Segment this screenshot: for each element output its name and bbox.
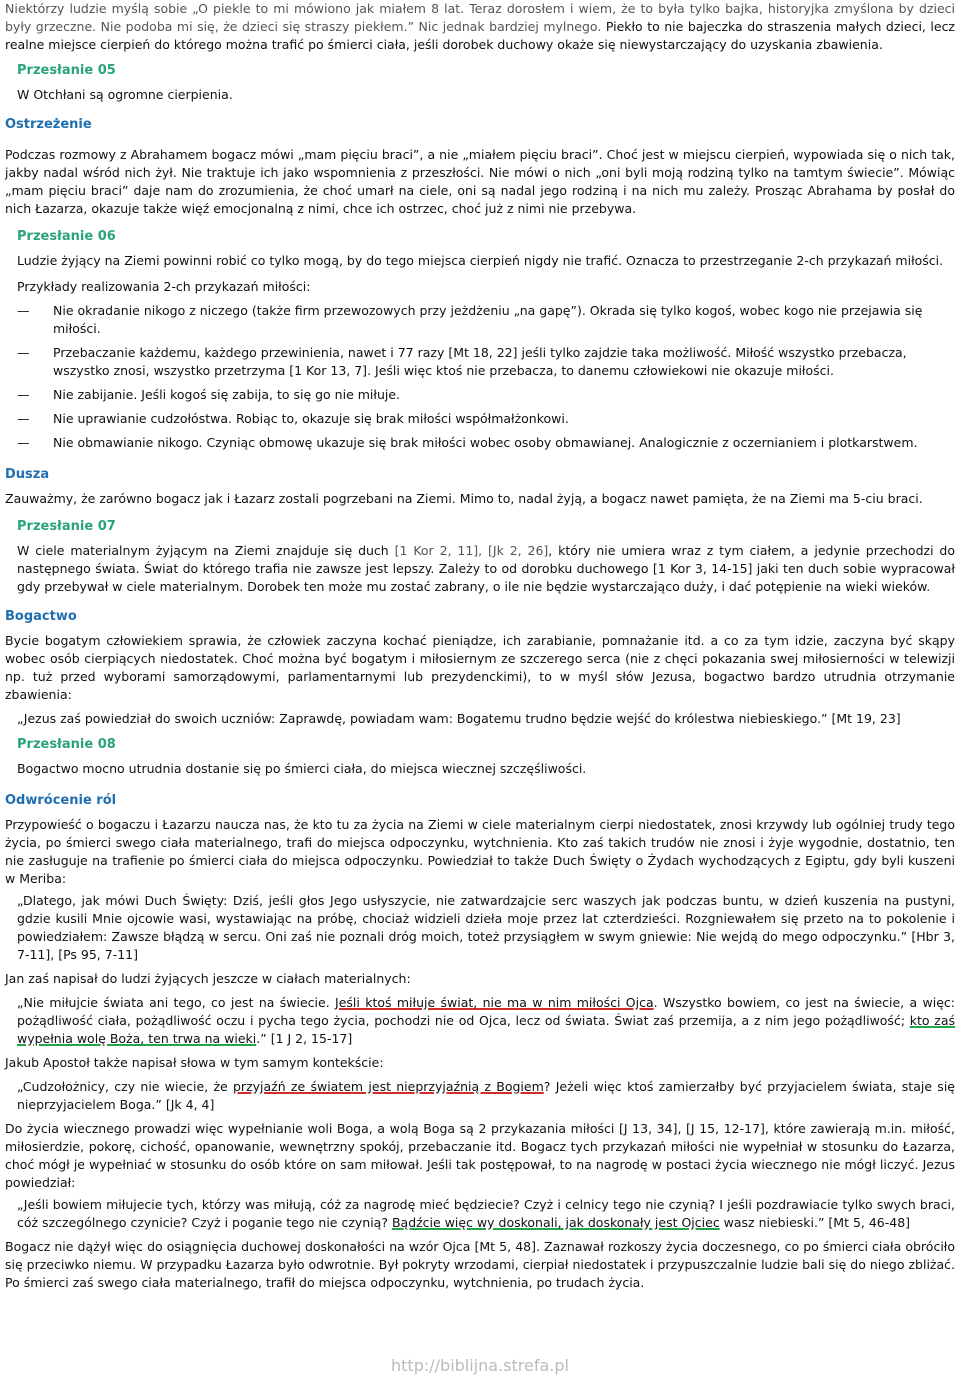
document-body: [5, 0, 955, 1292]
quote-mt-19-23: „Jezus zaś powiedział do swoich uczniów: Zaprawdę, powiadam wam: Bogatemu trudno będzie wejść do królestwa niebieskiego.” [Mt 19, 23]: [17, 711, 901, 726]
underlined-green-phrase: Bądźcie więc wy doskonali, jak doskonały jest Ojciec: [391, 1215, 720, 1230]
list-item: — Nie obmawianie nikogo. Czyniąc obmowę ukazuje się brak miłości wobec osoby obmawianej. Analogicznie z oczernianiem i plotkarstwem.: [17, 435, 918, 450]
paragraph-jan-intro: Jan zaś napisał do ludzi żyjących jeszcze w ciałach materialnych:: [5, 971, 411, 986]
dash-bullet: —: [17, 411, 30, 426]
paragraph-przeslanie-08: Bogactwo mocno utrudnia dostanie się po śmierci ciała, do miejsca wiecznej szczęśliwości.: [17, 761, 587, 776]
dash-bullet: —: [17, 387, 30, 402]
paragraph-closing: Bogacz nie dążył więc do osiągnięcia duchowej doskonałości na wzór Ojca [Mt 5, 48]. Zaznawał rozkoszy życia doczesnego, co po śmierci ciała obróciło się przeciwko niemu. W przypadku Łazarza było odwrotnie. Był pokryty wrzodami, cierpiał niedostatek i przypuszczalnie ludzie bali się do niego zbliżać. Po śmierci zaś swego ciała materialnego, trafił do miejsca odpoczynku, wytchnienia, po trudach życia.: [5, 1239, 955, 1290]
underlined-red-phrase: przyjaźń ze światem jest nieprzyjaźnią z Bogiem: [233, 1079, 544, 1094]
underlined-green-phrase: kto zaś wypełnia wolę Boża, ten trwa na wieki: [17, 1013, 956, 1046]
paragraph-ostrzezenie: Podczas rozmowy z Abrahamem bogacz mówi „mam pięciu braci”, a nie „miałem pięciu braci”. Choć jest w miejscu cierpień, wypowiada się o nich tak, jakby nadal wśród nich żył. Nie traktuje ich jako wspomnienia z przeszłości. Nie mówi o nich „oni byli moją rodziną tylko na tamtym świecie”. Mówiąc „mam pięciu braci” daje nam do zrozumienia, że choć umarł na ciele, oni są nadal jego rodziną i na nich mu zależy. Prosząc Abrahama by posłał do nich Łazarza, okazuje także więź emocjonalną z nimi, chce ich ostrzec, choć już z nimi nie przebywa.: [5, 147, 955, 216]
paragraph-examples-intro: Przykłady realizowania 2-ch przykazań miłości:: [17, 279, 311, 294]
paragraph-dusza: Zauważmy, że zarówno bogacz jak i Łazarz zostali pogrzebani na Ziemi. Mimo to, nadal żyją, a bogacz nawet pamięta, że na Ziemi ma 5-ciu braci.: [5, 491, 923, 506]
paragraph-jakub-intro: Jakub Apostoł także napisał słowa w tym samym kontekście:: [5, 1055, 384, 1070]
underlined-red-phrase: Jeśli ktoś miłuje świat, nie ma w nim miłości Ojca: [335, 995, 654, 1010]
paragraph-bogactwo: Bycie bogatym człowiekiem sprawia, że człowiek zaczyna kochać pieniądze, ich zarabianie, pomnażanie itd. a co za tym idzie, zaczyna być skąpy wobec osób cierpiących niedostatek. Choć można być bogatym i miłosiernym ze szczerego serca (nie z chęci pokazania swej miłosierności w telewizji np. tuż przed wyborami samorządowymi, parlamentarnymi lub prezydenckimi), to w myśl słów Jezusa, bogactwo bardzo utrudnia otrzymanie zbawienia:: [5, 633, 955, 702]
paragraph-przeslanie-07: W ciele materialnym żyjącym na Ziemi znajduje się duch [1 Kor 2, 11], [Jk 2, 26], który nie umiera wraz z tym ciałem, a jedynie przechodzi do następnego świata. Świat do którego trafia nie zawsze jest lepszy. Zależy to od dorobku duchowego [1 Kor 3, 14-15] jaki ten duch sobie wypracował gdy przebywał w ciele materialnym. Dorobek ten może mu zostać zabrany, o ile nie będzie wystarczająco duży, i dać potępienie na wieki wieków.: [17, 543, 956, 594]
heading-przeslanie-05: Przesłanie 05: [17, 63, 116, 78]
list-item: — Nie uprawianie cudzołóstwa. Robiąc to, okazuje się brak miłości współmałżonkowi.: [17, 411, 569, 426]
heading-przeslanie-08: Przesłanie 08: [17, 737, 116, 752]
dash-bullet: —: [17, 303, 30, 318]
footer-url: http://biblijna.strefa.pl: [391, 1356, 569, 1375]
heading-odwrocenie-rol: Odwrócenie ról: [5, 793, 117, 808]
paragraph-przeslanie-06: Ludzie żyjący na Ziemi powinni robić co tylko mogą, by do tego miejsca cierpień nigdy nie trafić. Oznacza to przestrzeganie 2-ch przykazań miłości.: [17, 253, 944, 268]
list-item: — Nie okradanie nikogo z niczego (także firm przewozowych przy jeżdżeniu „na gapę”). Okrada się tylko kogoś, wobec kogo nie przejawia się miłości.: [17, 303, 923, 336]
dash-bullet: —: [17, 345, 30, 360]
heading-bogactwo: Bogactwo: [5, 609, 77, 624]
heading-przeslanie-07: Przesłanie 07: [17, 519, 116, 534]
paragraph-intro: Niektórzy ludzie myślą sobie „O piekle to mi mówiono jak miałem 8 lat. Teraz dorosłem i wiem, że to była tylko bajka, historyjka zmyślona by dzieci były grzeczne. Nie podoba mi się, że dzieci się straszy piekłem.” Nic jednak bardziej mylnego. Piekło to nie bajeczka do straszenia małych dzieci, lecz realne miejsce cierpień do którego można trafić po śmierci ciała, jeśli dorobek duchowy okaże się niewystarczający do uzyskania zbawienia.: [5, 1, 955, 52]
paragraph-przeslanie-05: W Otchłani są ogromne cierpienia.: [17, 87, 233, 102]
quote-hbr-3: „Dlatego, jak mówi Duch Święty: Dziś, jeśli głos Jego usłyszycie, nie zatwardzajcie serc waszych jak podczas buntu, w dzień kuszenia na pustyni, gdzie kusili Mnie ojcowie wasi, wystawiając na próbę, chociaż widzieli dzieła moje przez lat czterdzieści. Rozgniewałem się przeto na to pokolenie i powiedziałem: Zawsze błądzą w sercu. Oni zaś nie poznali dróg moich, toteż przysiągłem w swym gniewie: Nie wejdą do mego odpoczynku.” [Hbr 3, 7-11], [Ps 95, 7-11]: [17, 893, 955, 962]
heading-dusza: Dusza: [5, 467, 50, 482]
quote-mt-5: „Jeśli bowiem miłujecie tych, którzy was miłują, cóż za nagrodę mieć będziecie? Czyż i celnicy tego nie czynią? I jeśli pozdrawiacie tylko swych braci, cóż szczególnego czynicie? Czyż i poganie tego nie czynią? Bądźcie więc wy doskonali, jak doskonały jest Ojciec wasz niebieski.” [Mt 5, 46-48]: [17, 1197, 955, 1230]
scripture-reference: [1 Kor 2, 11], [Jk 2, 26]: [394, 543, 549, 558]
quote-1j-2: „Nie miłujcie świata ani tego, co jest na świecie. Jeśli ktoś miłuje świat, nie ma w nim miłości Ojca. Wszystko bowiem, co jest na świecie, a więc: pożądliwość ciała, pożądliwość oczu i pycha tego życia, pochodzi nie od Ojca, lecz od świata. Świat zaś przemija, a z nim jego pożądliwość; kto zaś wypełnia wolę Boża, ten trwa na wieki.” [1 J 2, 15-17]: [17, 995, 956, 1046]
paragraph-zycie-wieczne: Do życia wiecznego prowadzi więc wypełnianie woli Boga, a wolą Boga są 2 przykazania miłości [J 13, 34], [J 15, 12-17], które zawierają m.in. miłość, miłosierdzie, pokorę, cichość, opanowanie, wewnętrzny spokój, przebaczanie itd. Bogacz tych przykazań miłości nie wypełniał w stosunku do Łazarza, choć mógł je wypełniać w stosunku do osób które on sam miłował. Jeśli tak postępował, to na nagrodę w postaci życia wiecznego nie mógł liczyć. Jezus powiedział:: [5, 1121, 955, 1190]
paragraph-odwrocenie-1: Przypowieść o bogaczu i Łazarzu naucza nas, że kto tu za życia na Ziemi w ciele materialnym cierpi niedostatek, znosi krzywdy lub ogólniej trudy tego życia, po śmierci swego ciała materialnego, trafi do miejsca odpoczynku, wytchnienia. Kto zaś takich trudów nie znosi i żyje wygodnie, dostatnio, ten nie zasługuje na trafienie po śmierci ciała do miejsca odpoczynku. Powiedział to także Duch Święty o Żydach wychodzących z Egiptu, gdy byli kuszeni w Meriba:: [5, 817, 955, 886]
list-item: — Nie zabijanie. Jeśli kogoś się zabija, to się go nie miłuje.: [17, 387, 401, 402]
heading-przeslanie-06: Przesłanie 06: [17, 229, 116, 244]
quote-jk-4: „Cudzołożnicy, czy nie wiecie, że przyjaźń ze światem jest nieprzyjaźnią z Bogiem? Jeżeli więc ktoś zamierzałby być przyjacielem świata, staje się nieprzyjacielem Boga.” [Jk 4, 4]: [17, 1079, 955, 1112]
heading-ostrzezenie: Ostrzeżenie: [5, 117, 92, 132]
list-item: — Przebaczanie każdemu, każdego przewinienia, nawet i 77 razy [Mt 18, 22] jeśli tylko zajdzie taka możliwość. Miłość wszystko przebacza, wszystko znosi, wszystko przetrzyma [1 Kor 13, 7]. Jeśli więc ktoś nie przebacza, to danemu człowiekowi nie okazuje miłości.: [17, 345, 907, 378]
dash-bullet: —: [17, 435, 30, 450]
